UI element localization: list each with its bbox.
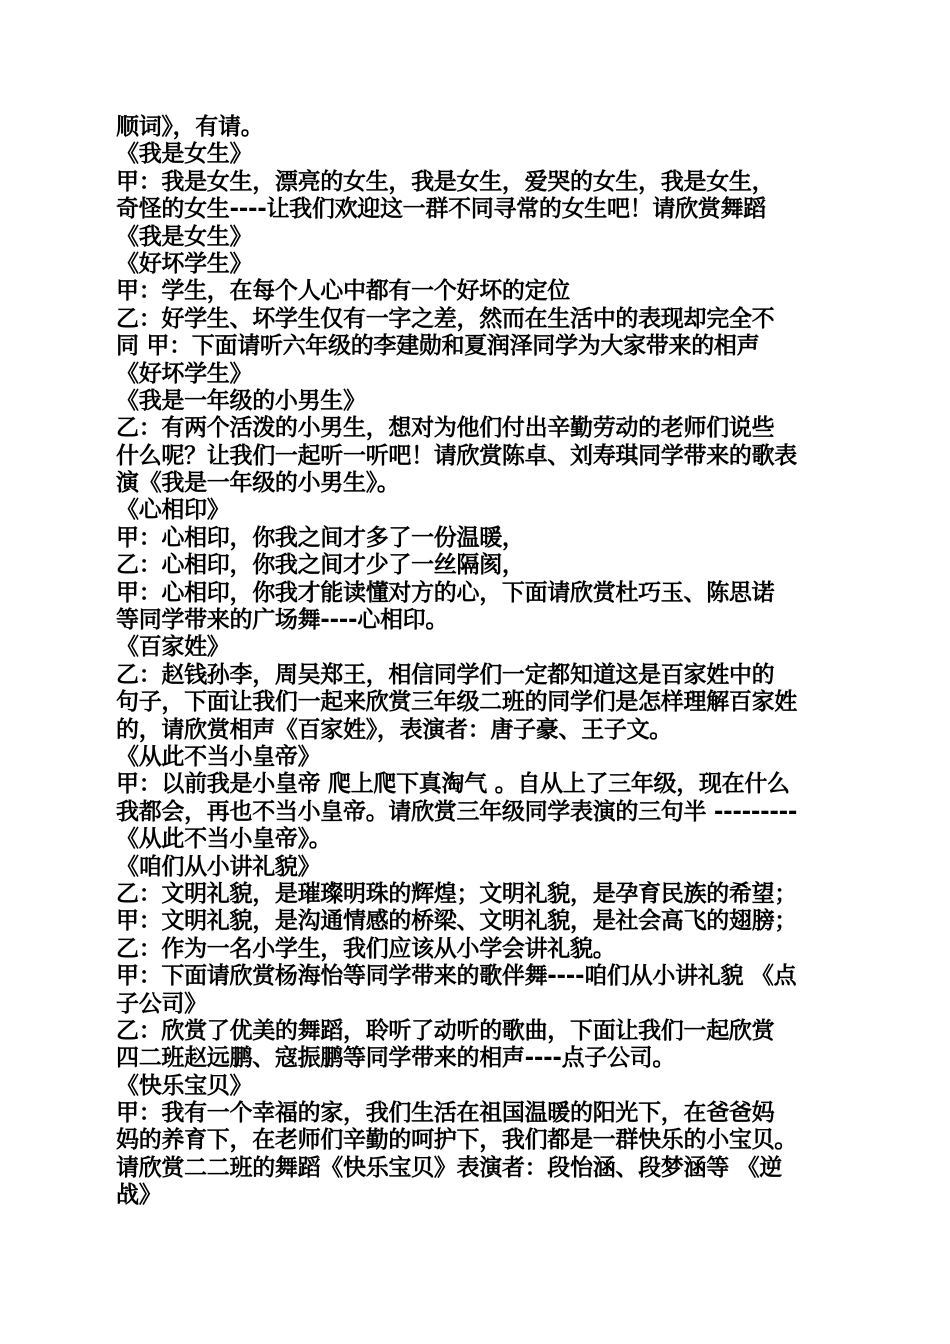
text-line: 甲：下面请欣赏杨海怡等同学带来的歌伴舞----咱们从小讲礼貌 《点 — [116, 963, 797, 990]
section-title: 《我是一年级的小男生》 — [116, 387, 366, 414]
text-line: 乙：欣赏了优美的舞蹈，聆听了动听的歌曲，下面让我们一起欣赏 — [116, 1017, 775, 1044]
text-line: 乙：文明礼貌，是璀璨明珠的辉煌；文明礼貌，是孕育民族的希望； — [116, 880, 798, 907]
section-title: 《好坏学生》 — [116, 250, 253, 277]
section-title: 《从此不当小皇帝》 — [116, 743, 321, 770]
text-line: 妈的养育下，在老师们辛勤的呵护下，我们都是一群快乐的小宝贝。 — [116, 1127, 798, 1154]
text-line: 乙：赵钱孙李，周吴郑王，相信同学们一定都知道这是百家姓中的 — [116, 661, 775, 688]
text-line: 我都会，再也不当小皇帝。请欣赏三年级同学表演的三句半 --------- — [116, 798, 798, 825]
text-line: 乙：作为一名小学生，我们应该从小学会讲礼貌。 — [116, 935, 616, 962]
text-line: 奇怪的女生----让我们欢迎这一群不同寻常的女生吧！请欣赏舞蹈 — [116, 196, 766, 223]
text-line: 甲：文明礼貌，是沟通情感的桥梁、文明礼貌，是社会高飞的翅膀； — [116, 908, 798, 935]
text-line: 《我是女生》 — [116, 223, 253, 250]
text-line: 甲：学生，在每个人心中都有一个好坏的定位 — [116, 278, 571, 305]
text-line: 乙：好学生、坏学生仅有一字之差，然而在生活中的表现却完全不 — [116, 305, 775, 332]
text-line: 请欣赏二二班的舞蹈《快乐宝贝》表演者：段怡涵、段梦涵等 《逆 — [116, 1154, 783, 1181]
text-line: 同 甲：下面请听六年级的李建勋和夏润泽同学为大家带来的相声 — [116, 333, 760, 360]
text-line: 什么呢？让我们一起听一听吧！请欣赏陈卓、刘寿琪同学带来的歌表 — [116, 442, 798, 469]
text-line: 子公司》 — [116, 990, 207, 1017]
text-line: 乙：有两个活泼的小男生，想对为他们付出辛勤劳动的老师们说些 — [116, 415, 775, 442]
text-line: 乙：心相印，你我之间才少了一丝隔阂， — [116, 552, 525, 579]
text-line: 甲：我是女生，漂亮的女生，我是女生，爱哭的女生，我是女生， — [116, 168, 775, 195]
section-title: 《咱们从小讲礼貌》 — [116, 853, 321, 880]
text-line: 甲：心相印，你我才能读懂对方的心，下面请欣赏杜巧玉、陈思诺 — [116, 579, 775, 606]
text-line: 句子，下面让我们一起来欣赏三年级二班的同学们是怎样理解百家姓 — [116, 689, 798, 716]
section-title: 《我是女生》 — [116, 141, 253, 168]
text-line: 《好坏学生》 — [116, 360, 253, 387]
text-line: 甲：我有一个幸福的家，我们生活在祖国温暖的阳光下，在爸爸妈 — [116, 1100, 775, 1127]
text-line: 战》 — [116, 1182, 162, 1209]
document-page — [116, 114, 846, 1210]
section-title: 《心相印》 — [116, 497, 230, 524]
text-line: 《从此不当小皇帝》。 — [116, 826, 332, 853]
text-line: 的，请欣赏相声《百家姓》，表演者：唐子豪、王子文。 — [116, 716, 673, 743]
text-line: 等同学带来的广场舞----心相印。 — [116, 607, 449, 634]
text-line: 演《我是一年级的小男生》。 — [116, 470, 400, 497]
text-line: 四二班赵远鹏、寇振鹏等同学带来的相声----点子公司。 — [116, 1045, 676, 1072]
section-title: 《快乐宝贝》 — [116, 1072, 253, 1099]
text-line: 顺词》，有请。 — [116, 114, 264, 140]
text-line: 甲：心相印，你我之间才多了一份温暖， — [116, 524, 525, 551]
section-title: 《百家姓》 — [116, 634, 230, 661]
text-line: 甲：以前我是小皇帝 爬上爬下真淘气 。自从上了三年级，现在什么 — [116, 771, 790, 798]
